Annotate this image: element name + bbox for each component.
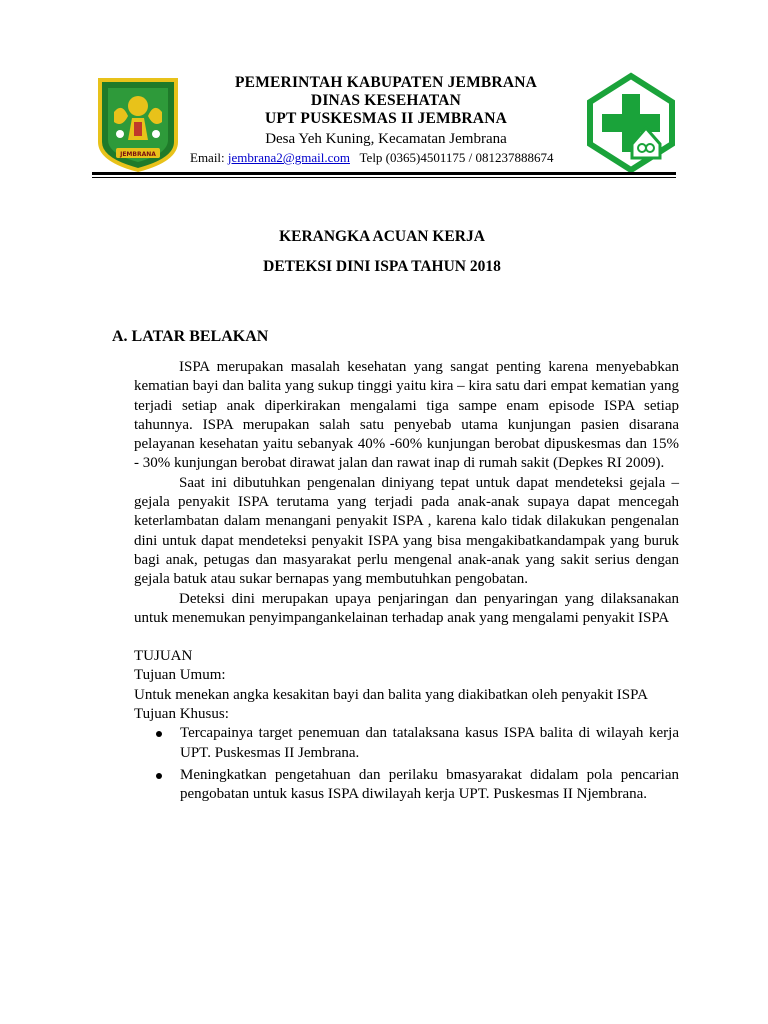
phone-number: Telp (0365)4501175 / 081237888674 (359, 150, 554, 165)
title-line-1: KERANGKA ACUAN KERJA (279, 228, 485, 245)
emblem-ribbon-text: JEMBRANA (120, 151, 156, 158)
email-link[interactable]: jembrana2@gmail.com (227, 150, 350, 165)
email-label: Email: (190, 150, 225, 165)
tujuan-khusus-label: Tujuan Khusus: (134, 706, 229, 723)
letterhead-rule-thick (92, 172, 676, 175)
bullet-icon (156, 773, 162, 779)
letterhead-rule-thin (92, 177, 676, 178)
tujuan-heading: TUJUAN (134, 648, 193, 665)
tujuan-khusus-list (134, 724, 679, 804)
puskesmas-logo (584, 72, 678, 174)
letterhead-address: Desa Yeh Kuning, Kecamatan Jembrana (265, 131, 507, 147)
tujuan-umum-text: Untuk menekan angka kesakitan bayi dan balita yang diakibatkan oleh penyakit ISPA (134, 686, 648, 703)
list-item (134, 724, 679, 763)
paragraph: ISPA merupakan masalah kesehatan yang sangat penting karena menyebabkan kematian bayi dan balita yang sukup tinggi yaitu kira – kira satu dari empat kematian yang terjadi setiap anak diperkirakan mengalami tiga sampe enam episode ISPA setiap tahunnya. ISPA merupakan salah satu penyebab utama kunjungan pasien disarana pelayanan kesehatan yaitu sebanyak 40% -60% kunjungan berobat dipuskesmas dan 15% - 30% kunjungan berobat dirawat jalan dan rawat inap di rumah sakit (Depkes RI 2009). (134, 359, 679, 472)
list-item (134, 766, 679, 805)
paragraph: Saat ini dibutuhkan pengenalan diniyang tepat untuk dapat mendeteksi gejala – gejala penyakit ISPA terutama yang terjadi pada anak-anak supaya dapat mencegah keterlambatan dalam menangani penyakit ISPA , karena kalo tidak dilakukan pengenalan dini untuk dapat mendeteksi penyakit ISPA yang bisa mengakibatkandampak yang buruk bagi anak, petugas dan masyarakat perlu mengenal anak-anak yang sakit serius dengan gejala batuk atau sukar bernapas yang membutuhkan pengobatan. (134, 474, 679, 588)
list-item-text: Meningkatkan pengetahuan dan perilaku bmasyarakat didalam pola pencarian pengobatan untuk kasus ISPA diwilayah kerja UPT. Puskesmas II Njembrana. (180, 766, 679, 803)
section-heading: A. LATAR BELAKAN (112, 328, 269, 345)
letterhead-text (190, 74, 582, 149)
bullet-icon (156, 731, 162, 737)
letterhead (92, 70, 677, 175)
letterhead-department: DINAS KESEHATAN (310, 92, 462, 109)
jembrana-emblem-logo (92, 72, 184, 174)
list-item-text: Tercapainya target penemuan dan tatalaksana kasus ISPA balita di wilayah kerja UPT. Puskesmas II Jembrana. (180, 725, 679, 761)
document-title (134, 226, 630, 286)
title-line-2: DETEKSI DINI ISPA TAHUN 2018 (263, 258, 501, 275)
letterhead-contact (190, 150, 590, 166)
paragraph: Deteksi dini merupakan upaya penjaringan dan penyaringan yang dilaksanakan untuk menemukan penyimpangankelainan terhadap anak yang mengalami penyakit ISPA (134, 590, 679, 626)
document-body (134, 358, 679, 808)
letterhead-institution: UPT PUSKESMAS II JEMBRANA (265, 110, 507, 127)
tujuan-umum-label: Tujuan Umum: (134, 667, 226, 684)
letterhead-government: PEMERINTAH KABUPATEN JEMBRANA (234, 74, 538, 91)
